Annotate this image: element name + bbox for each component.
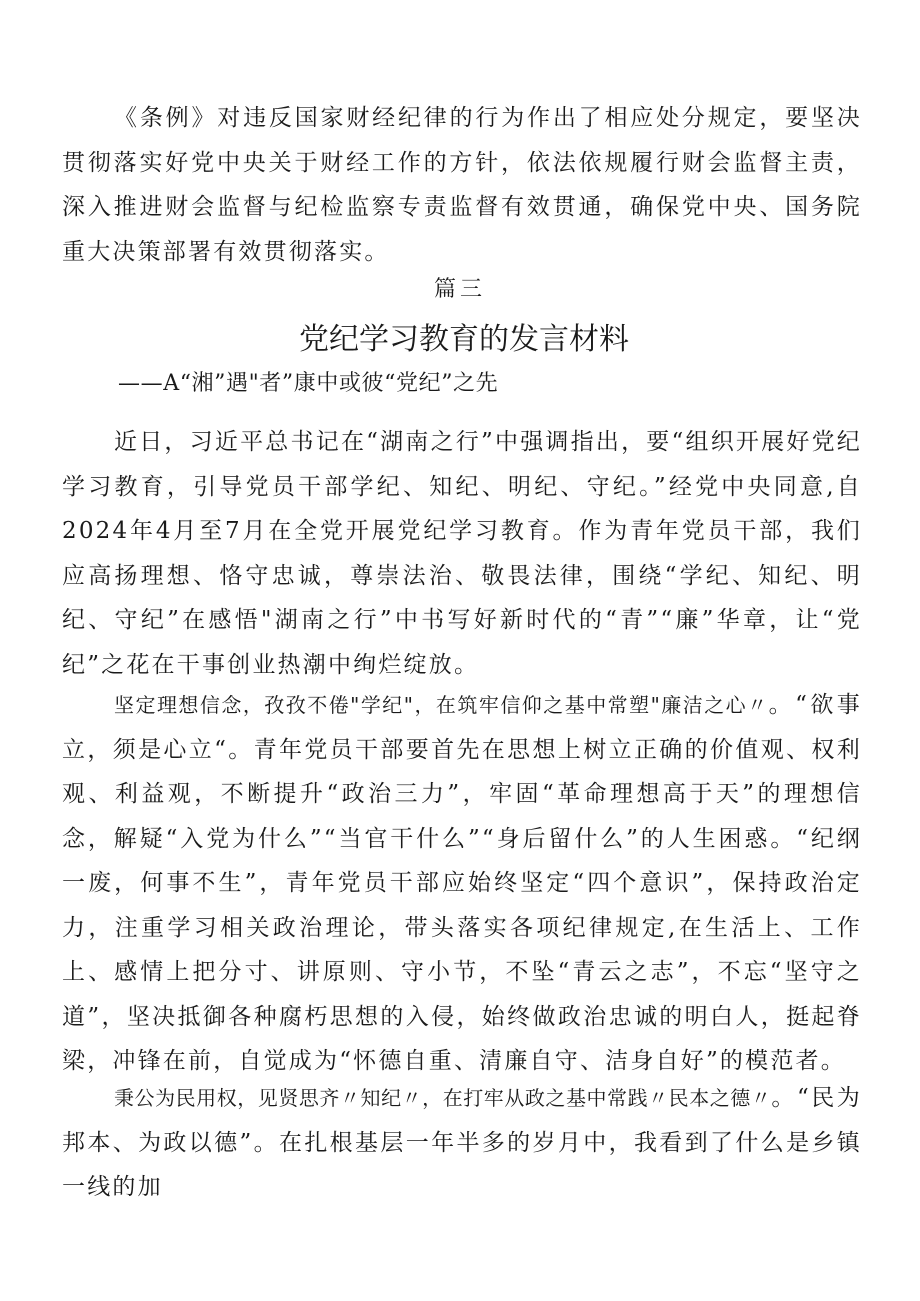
subtitle: ——A“湘”遇"者”康中或彼“党纪”之先 bbox=[118, 371, 499, 396]
body-paragraph-2 bbox=[62, 683, 862, 1084]
body-paragraph-3 bbox=[62, 1076, 862, 1210]
body-paragraph-1: 近日，习近平总书记在“湖南之行”中强调指出，要“组织开展好党纪学习教育，引导党员干部学纪、知纪、明纪、守纪。”经党中央同意,自2024年4月至7月在全党开展党纪学习教育。作为青年党员干部，我们应高扬理想、恪守忠诚，尊崇法治、敬畏法律，围绕“学纪、知纪、明纪、守纪”在感悟"湖南之行”中书写好新时代的“青”“廉”华章，让“党纪”之花在干事创业热潮中绚烂绽放。 bbox=[62, 429, 862, 678]
paragraph-2-body: 。“欲事立，须是心立“。青年党员干部要首先在思想上树立正确的价值观、权利观、利益观，不断提升“政治三力”，牢固“革命理想高于天”的理想信念，解疑“入党为什么”“当官干什么”“身后留什么”的人生困惑。“纪纲一废，何事不生”，青年党员干部应始终坚定“四个意识”，保持政治定力，注重学习相关政治理论，带头落实各项纪律规定,在生活上、工作上、感情上把分寸、讲原则、守小节，不坠“青云之志”，不忘“坚守之道”，坚决抵御各种腐朽思想的入侵，始终做政治忠诚的明白人，挺起脊梁，冲锋在前，自觉成为“怀德自重、清廉自守、洁身自好”的模范者。 bbox=[62, 692, 863, 1074]
paragraph-3-lead: 秉公为民用权，见贤思齐〃知纪〃，在打牢从政之基中常践〃民本之德〃 bbox=[114, 1086, 772, 1110]
page-title: 党纪学习教育的发言材料 bbox=[299, 322, 629, 357]
paragraph-2-lead: 坚定理想信念，孜孜不倦"学纪"，在筑牢信仰之基中常塑"廉洁之心〃 bbox=[114, 693, 769, 717]
intro-paragraph: 《条例》对违反国家财经纪律的行为作出了相应处分规定，要坚决贯彻落实好党中央关于财经工作的方针，依法依规履行财会监督主责，深入推进财会监督与纪检监察专责监督有效贯通，确保党中央、国务院重大决策部署有效贯彻落实。 bbox=[62, 105, 862, 265]
section-label: 篇三 bbox=[433, 277, 486, 302]
paragraph-3-body: 。“民为邦本、为政以德”。在扎根基层一年半多的岁月中，我看到了什么是乡镇一线的加 bbox=[62, 1085, 862, 1200]
